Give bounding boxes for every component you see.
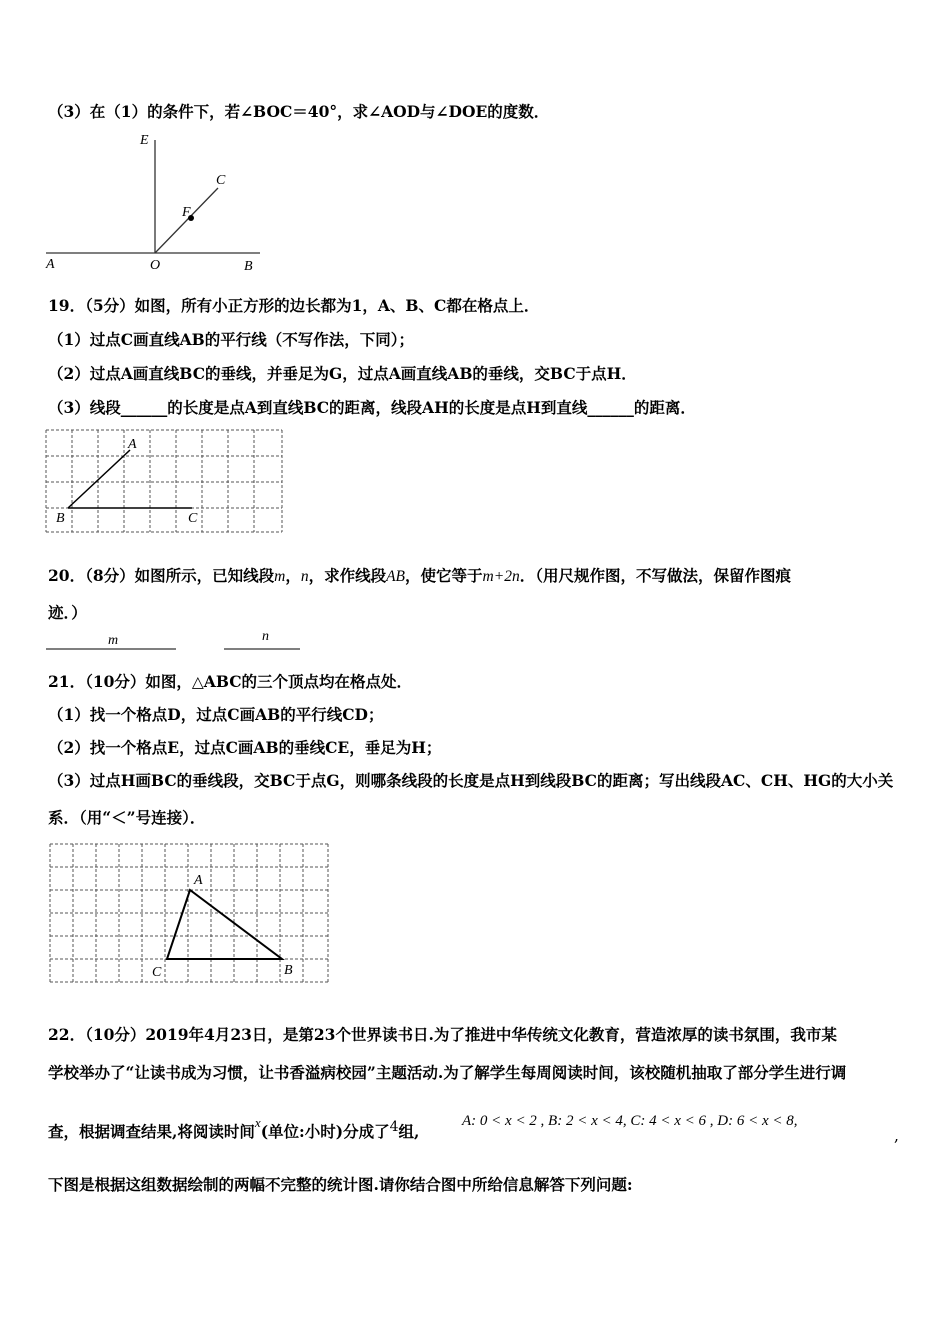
label-c: C <box>216 173 226 188</box>
segment-ba <box>68 450 130 508</box>
q21-part3-cont: 系．（用“＜”号连接）． <box>48 808 206 827</box>
triangle-abc <box>167 890 282 959</box>
q21-part1: （1）找一个格点D，过点C画AB的平行线CD； <box>48 705 384 724</box>
q21-part3: （3）过点H画BC的垂线段，交BC于点G，则哪条线段的长度是点H到线段BC的距离；写出线段AC、CH、HG的大小关 <box>48 771 894 790</box>
q19-part3-a: （3）线段 <box>48 398 121 417</box>
q22-trailing-comma: , <box>894 1127 899 1145</box>
grid-figure-q19 <box>44 428 286 536</box>
label-a: A <box>194 873 203 888</box>
label-m: m <box>108 633 119 648</box>
q22-groups <box>462 1110 798 1131</box>
q22-text-b: (单位:小时)分成了 <box>260 1122 390 1141</box>
q21-stem: 21．（10分）如图，△ABC的三个顶点均在格点处． <box>48 672 413 691</box>
q19-stem: 19．（5分）如图，所有小正方形的边长都为1，A、B、C都在格点上． <box>48 296 540 315</box>
q19-part3-c: 的距离． <box>633 398 696 417</box>
q22-text-a: 查，根据调查结果,将阅读时间 <box>48 1122 255 1141</box>
label-n: n <box>262 629 269 644</box>
q22-text-c: 组, <box>398 1122 420 1141</box>
q20-ab: AB <box>386 568 406 585</box>
label-f: F <box>182 205 191 220</box>
grid-figure-q21 <box>48 842 332 984</box>
label-a: A <box>128 437 137 452</box>
q19-part3 <box>48 398 696 418</box>
q19-blank-2: ______ <box>587 398 634 417</box>
q19-blank-1: ______ <box>120 398 168 417</box>
grid-lines <box>50 844 328 982</box>
angle-figure <box>40 128 280 274</box>
q22-line4: 下图是根据这组数据绘制的两幅不完整的统计图.请你结合图中所给信息解答下列问题: <box>48 1175 633 1194</box>
q20-expr: m+2n <box>482 568 520 585</box>
label-c: C <box>152 965 162 980</box>
q18-part3: （3）在（1）的条件下，若∠BOC＝40°，求∠AOD与∠DOE的度数． <box>48 102 550 121</box>
q20-line1 <box>48 566 791 587</box>
q20-text-b: ，求作线段 <box>308 566 387 585</box>
label-b: B <box>284 963 293 978</box>
q20-m: m <box>274 568 286 585</box>
label-e: E <box>140 133 149 148</box>
q22-groups-text: A: 0 < x < 2 , B: 2 < x < 4, C: 4 < x < 6 , D: 6 < x < 8, <box>462 1113 798 1129</box>
q20-text-a: 20．（8分）如图所示，已知线段 <box>48 566 275 585</box>
q22-four: 4 <box>389 1119 399 1135</box>
q19-part1: （1）过点C画直线AB的平行线（不写作法，下同）； <box>48 330 414 349</box>
label-b: B <box>56 511 65 526</box>
q20-n: n <box>300 568 309 585</box>
label-a: A <box>46 257 55 272</box>
q20-text-c: ，使它等于 <box>405 566 483 585</box>
grid-lines <box>46 430 282 532</box>
label-b: B <box>244 259 253 274</box>
q22-line1: 22．（10分）2019年4月23日，是第23个世界读书日.为了推进中华传统文化教育，营造浓厚的读书氛围，我市某 <box>48 1025 837 1044</box>
q20-text-d: ．（用尺规作图，不写做法，保留作图痕 <box>519 566 791 585</box>
q19-part2: （2）过点A画直线BC的垂线，并垂足为G，过点A画直线AB的垂线，交BC于点H． <box>48 364 637 383</box>
q20-line2: 迹．） <box>48 603 87 622</box>
q20-comma: ， <box>285 566 301 585</box>
q21-part2: （2）找一个格点E，过点C画AB的垂线CE，垂足为H； <box>48 738 442 757</box>
q22-line2: 学校举办了“让读书成为习惯，让书香溢病校园”主题活动.为了解学生每周阅读时间，该校随机抽取了部分学生进行调 <box>48 1063 847 1082</box>
label-c: C <box>188 511 198 526</box>
q22-line3 <box>48 1115 420 1143</box>
q22-var-x: x <box>254 1115 261 1130</box>
segments-figure <box>44 628 304 652</box>
q19-part3-b: 的长度是点A到直线BC的距离，线段AH的长度是点H到直线 <box>167 398 588 417</box>
label-o: O <box>150 258 161 273</box>
ray-oc <box>155 188 218 253</box>
